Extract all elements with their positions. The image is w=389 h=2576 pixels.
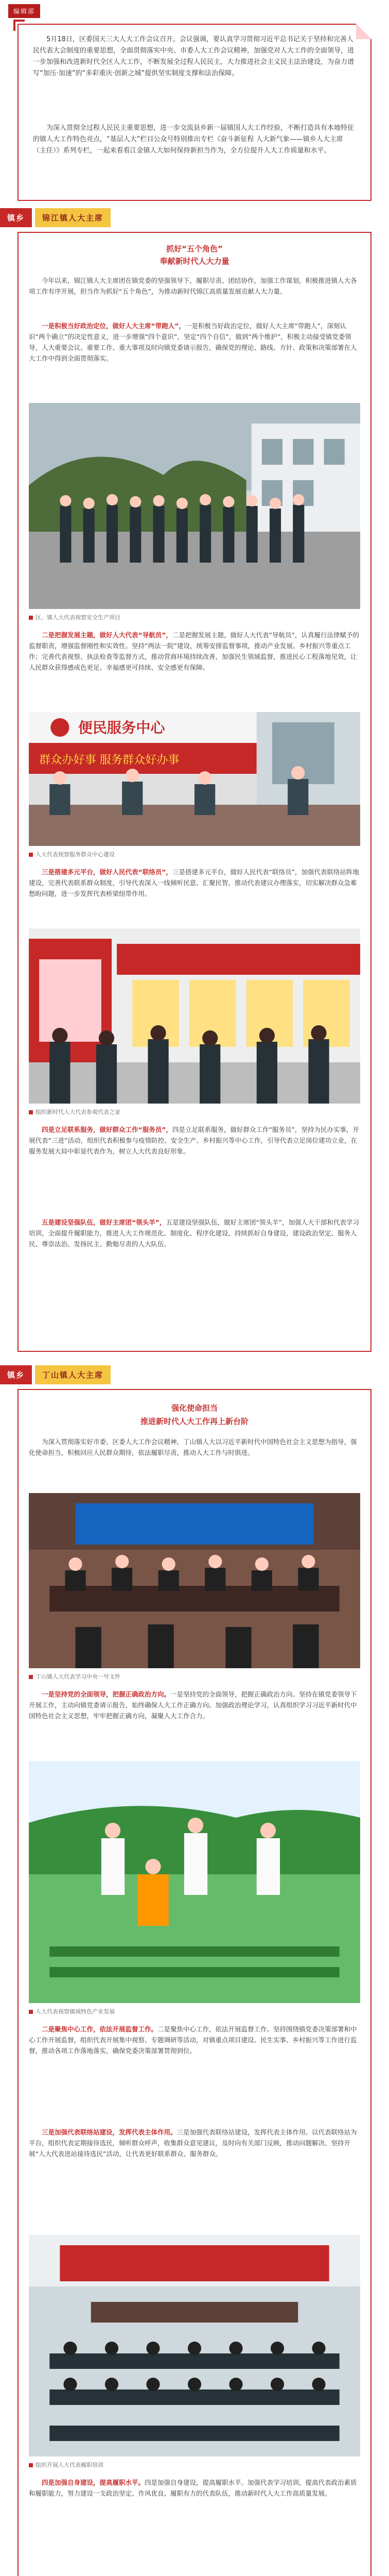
- section2-paragraph-0: 为深入贯彻落实好市委、区委人大工作会议精神，丁山镇人大以习近平新时代中国特色社会主义思想为指导，强化使命担当，积极回应人民群众期待，依法履职尽责，推动人大工作与时俱进。: [29, 1438, 357, 1456]
- section1-caption-1: 区、镇人大代表视察安全生产项目: [29, 613, 120, 621]
- section2-paragraph-2: 二是聚焦中心工作，依法开展监督工作。二是聚焦中心工作，依法开展监督工作。坚持围绕镇党委决策部署和中心工作开展监督，组织代表开展集中视察、专题调研等活动，对镇重点项目建设、民生实事、乡村振兴等工作进行监督，推动各项工作落地落实，确保党委决策部署贯彻到位。: [29, 2025, 357, 2055]
- section2-caption-3: 组织开展人大代表履职培训: [29, 2461, 103, 2469]
- section1-tag: [0, 207, 111, 228]
- section2-photo-1: [29, 1493, 360, 1668]
- section1-paragraph-2: 二是把握发展主题，做好人大代表“导航员”，二是把握发展主题，做好人大代表“导航员”，认真履行法律赋予的监督职责，增强监督刚性和实效性。坚持“两法一院”建设，统筹安排监督事项，推动产业发展、乡村振兴等重点工作；完善代表视察、执法检查等监督方式，推动营商环境持续改善，加强民生领域监督，推进民心工程落地见效，让人民群众获得感成色更足、幸福感更可持续、安全感更有保障。: [29, 631, 359, 671]
- section2-town: 丁山镇人大主席: [35, 1365, 111, 1384]
- section1-paragraph-4: 四是立足联系服务，做好群众工作“服务员”，四是立足联系服务，做好群众工作“服务员”，坚持为民办实事，开展代表“三进”活动，组织代表积极参与疫情防控、安全生产、乡村振兴等中心工作，引导代表立足岗位建功立业，在服务发展大局中彰显代表作为，树立人大代表良好形象。: [29, 1126, 359, 1155]
- intro-paragraph-2: 为深入贯彻全过程人民民主重要思想，进一步交流县乡新一届镇国人大工作经验，不断打造具有本地特征的镇人大工作特色亮点，“基层人大”栏目公众号特别推出专栏《奋斗新征程 人大新气象——镇乡人大主席（主任）》系列专栏，一起来看看江金镇人大如何保持新担当作为，全方位提升人大工作质量和水平。: [33, 124, 355, 155]
- intro-box: [17, 24, 372, 201]
- section1-town: 锦江镇人大主席: [35, 208, 111, 227]
- editor-tag: 编辑部: [8, 4, 40, 18]
- section1-caption-3: 组织新时代人大代表参观代表之家: [29, 1108, 120, 1116]
- section2-highlight-1: 一是坚持党的全面领导，把握正确政治方向。: [42, 1690, 171, 1698]
- section1-paragraph-0: 今年以来，锦江镇人大主席团在镇党委的坚强领导下，履职尽责、团结协作，加强工作谋划，积极推进镇人大各项工作有序开展，担当作为抓好“五个角色”，为推动新时代锦江高质量发展贡献人大力量。: [29, 277, 357, 295]
- section2-title-1: 强化使命担当: [171, 1403, 218, 1413]
- intro-paragraph-1: 5月18日，区委国天三大人大工作会议召开。会议强调，要认真学习贯彻习近平总书记关于坚持和完善人民代表大会制度的重要思想，全面贯彻落实中央、市委人大工作会议精神，加强党对人大工作的全面领导，进一步加强和改进新时代全区人大工作，不断发展全过程人民民主，大力推进社会主义民主法治建设，为奋力谱写“加压·加速”的“多彩重庆·创新之城”提供坚实制度支撑和法治保障。: [33, 36, 355, 77]
- section1-highlight-1: 一是积极当好政治定位，做好人大主席“带跑人”，: [42, 322, 185, 330]
- section2-tag: [0, 1364, 111, 1385]
- section1-category: 镇乡: [0, 208, 32, 227]
- section1-box: [17, 232, 372, 1352]
- section2-paragraph-1: 一是坚持党的全面领导，把握正确政治方向。一是坚持党的全面领导，把握正确政治方向。坚持在镇党委领导下开展工作，主动向镇党委请示报告，始终确保人大工作正确方向。加强政治理论学习，认真组织学习习近平新时代中国特色社会主义思想，牢牢把握正确方向，凝聚人大工作合力。: [29, 1690, 357, 1720]
- banner-text: 便民服务中心: [78, 719, 165, 736]
- section2-box: [17, 1389, 372, 2576]
- section2-category: 镇乡: [0, 1365, 32, 1384]
- section2-caption-2: 人大代表视察镇域特色产业发展: [29, 2007, 115, 2015]
- section2-highlight-2: 二是聚焦中心工作，依法开展监督工作。: [42, 2025, 158, 2033]
- section1-title-2: 奉献新时代人大力量: [160, 257, 229, 266]
- section2-photo-3: [29, 2235, 360, 2456]
- section1-photo-1: [29, 403, 360, 609]
- section1-highlight-5: 五是建设坚强队伍，做好主席团“领头羊”，: [42, 1218, 166, 1226]
- section1-photo-3: [29, 928, 360, 1104]
- section1-paragraph-5: 五是建设坚强队伍，做好主席团“领头羊”，五是建设坚强队伍，做好主席团“领头羊”，加强人大干部和代表学习培训，全面提升履职能力，推进人大工作规范化、制度化、程序化建设，持续抓好自身建设，建设政治坚定、服务人民、尊崇法治、发扬民主、勤勉尽责的人大队伍。: [29, 1218, 359, 1248]
- section2-paragraph-4: 四是加强自身建设，提高履职水平。四是加强自身建设，提高履职水平。加强代表学习培训，提高代表政治素质和履职能力，努力建设一支政治坚定、作风优良、履职有力的代表队伍，推动新时代人大工作高质量发展。: [29, 2479, 357, 2497]
- section2-highlight-3: 三是加强代表联络站建设，发挥代表主体作用。: [42, 2128, 177, 2136]
- section2-caption-1: 丁山镇人大代表学习中央一号文件: [29, 1672, 120, 1681]
- section1-paragraph-3: 三是搭建多元平台，做好人民代表“联络员”，三是搭建多元平台，做好人民代表“联络员”，加强代表联络站阵地建设，完善代表联系群众制度，引导代表深入一线倾听民意、汇聚民智，推动代表建议办理落实，切实解决群众急难愁盼问题，进一步发挥代表桥梁纽带作用。: [29, 868, 359, 897]
- section1-title-1: 抓好“五个角色”: [166, 244, 223, 253]
- section1-highlight-2: 二是把握发展主题，做好人大代表“导航员”，: [42, 631, 172, 639]
- section1-paragraph-1: 一是积极当好政治定位，做好人大主席“带跑人”，一是积极当好政治定位，做好人大主席“带跑人”，深刻认识“两个确立”的决定性意义，进一步增强“四个意识”，坚定“四个自信”，做到“两个维护”，积极主动接受镇党委领导，人大重要会议、重要工作、重大事项及时向镇党委请示报告，确保党的理论、路线、方针、政策和决策部署在人大工作中得到全面贯彻落实。: [29, 322, 357, 362]
- section1-highlight-3: 三是搭建多元平台，做好人民代表“联络员”，: [42, 868, 172, 876]
- section1-photo-2: [29, 712, 360, 846]
- section2-title-2: 推进新时代人大工作再上新台阶: [140, 1417, 249, 1426]
- section2-highlight-4: 四是加强自身建设，提高履职水平。: [42, 2479, 145, 2486]
- section2-paragraph-3: 三是加强代表联络站建设，发挥代表主体作用。三是加强代表联络站建设，发挥代表主体作用。以代表联络站为平台，组织代表定期接待选民，倾听群众呼声，收集群众意见建议，及时向有关部门反映，推动问题解决。坚持开展“人大代表进站接待选民”活动，让代表更好联系群众、服务群众。: [29, 2128, 357, 2158]
- paper-fold-decoration: [356, 24, 372, 39]
- banner-subtext: 群众办好事 服务群众好办事: [39, 754, 180, 767]
- section1-caption-2: 人大代表视察服务群众中心建设: [29, 850, 115, 858]
- section2-photo-2: [29, 1761, 360, 2003]
- section1-highlight-4: 四是立足联系服务，做好群众工作“服务员”，: [42, 1126, 172, 1133]
